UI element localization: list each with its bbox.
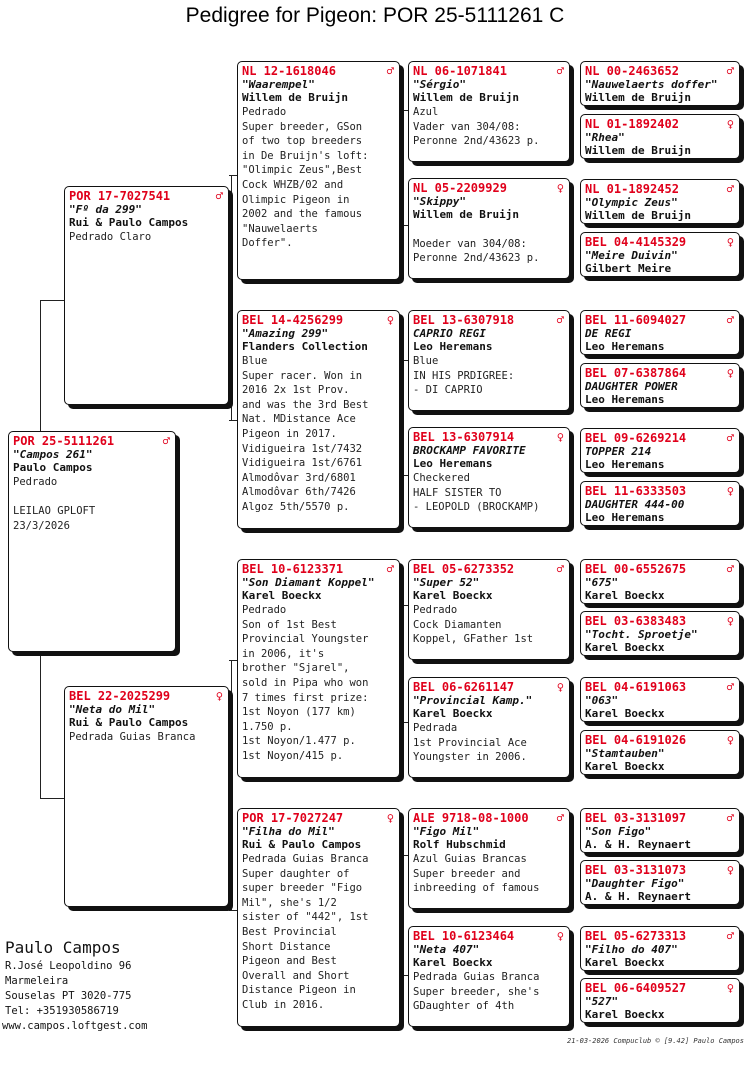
breeder-name: Karel Boeckx: [585, 589, 665, 602]
breeder-name: Karel Boeckx: [413, 707, 493, 720]
pigeon-name: "Stamtauben": [585, 747, 665, 760]
breeder-name: Willem de Bruijn: [413, 208, 519, 221]
pigeon-color: Azul Guias Brancas: [413, 853, 527, 865]
ring-number: BEL 03-3131097: [585, 811, 687, 825]
pigeon-notes: HALF SISTER TO - LEOPOLD (BROCKAMP): [413, 486, 540, 514]
pigeon-card-sire-dam[interactable]: [237, 310, 400, 529]
ring-number: BEL 13-6307918: [413, 313, 515, 327]
pigeon-color: [413, 222, 565, 237]
pigeon-name: "Filho do 407": [585, 943, 678, 956]
male-symbol-icon: ♂: [386, 562, 394, 576]
female-symbol-icon: ♀: [726, 614, 734, 628]
ring-number: NL 00-2463652: [585, 64, 679, 78]
pigeon-name: "Skippy": [413, 195, 466, 208]
connector-line: [40, 300, 66, 301]
pigeon-card-g9[interactable]: [580, 559, 740, 604]
connector-line: [400, 975, 408, 976]
pigeon-card-g8[interactable]: [580, 481, 740, 526]
connector-line: [403, 855, 404, 975]
breeder-name: Flanders Collection: [242, 340, 368, 353]
pigeon-card-sds[interactable]: [408, 310, 570, 411]
ring-number: BEL 11-6333503: [585, 484, 687, 498]
ring-number: BEL 22-2025299: [69, 689, 171, 703]
breeder-name: Leo Heremans: [585, 511, 665, 524]
connector-line: [400, 475, 408, 476]
pigeon-name: "Neta 407": [413, 943, 480, 956]
connector-line: [229, 175, 237, 176]
pigeon-card-g12[interactable]: [580, 730, 740, 775]
pigeon-card-g5[interactable]: [580, 310, 740, 355]
pigeon-notes: Super breeder and inbreeding of famous: [413, 867, 540, 895]
pigeon-color: Pedrada Guias Branca: [69, 731, 196, 743]
pigeon-name: "Fº da 299": [69, 203, 142, 216]
breeder-name: Leo Heremans: [585, 458, 665, 471]
breeder-name: Leo Heremans: [585, 393, 665, 406]
female-symbol-icon: ♀: [386, 811, 394, 825]
breeder-name: Karel Boeckx: [585, 760, 665, 773]
pigeon-card-g11[interactable]: [580, 677, 740, 722]
breeder-name: Leo Heremans: [413, 457, 493, 470]
pigeon-card-g6[interactable]: [580, 363, 740, 408]
connector-line: [400, 722, 408, 723]
pigeon-card-dsd[interactable]: [408, 677, 570, 778]
ring-number: POR 17-7027541: [69, 189, 171, 203]
pigeon-card-g3[interactable]: [580, 179, 740, 224]
ring-number: BEL 11-6094027: [585, 313, 687, 327]
pigeon-card-dds[interactable]: [408, 808, 570, 909]
pigeon-notes: Super breeder, GSon of two top breeders in De Bruijn's loft: "Olimpic Zeus",Best Cock WHZB/02 and Olimpic Pigeon in 2002 and the famous "Nauwelaerts Doffer".: [242, 120, 369, 250]
connector-line: [231, 660, 232, 910]
breeder-name: A. & H. Reynaert: [585, 838, 691, 851]
male-symbol-icon: ♂: [556, 811, 564, 825]
ring-number: BEL 04-6191026: [585, 733, 687, 747]
pigeon-name: CAPRIO REGI: [413, 327, 486, 340]
pigeon-name: DE REGI: [585, 327, 632, 340]
connector-line: [403, 110, 404, 225]
pigeon-name: "Filha do Mil": [242, 825, 335, 838]
pigeon-card-g2[interactable]: [580, 114, 740, 159]
female-symbol-icon: ♀: [726, 235, 734, 249]
pigeon-color: Blue: [242, 355, 268, 367]
female-symbol-icon: ♀: [215, 689, 223, 703]
pigeon-color: Pedrado: [242, 106, 287, 118]
owner-address-line-3: Souselas PT 3020-775: [5, 990, 132, 1002]
pigeon-color: Pedrado: [413, 604, 458, 616]
pigeon-notes: 1st Provincial Ace Youngster in 2006.: [413, 736, 527, 764]
breeder-name: Karel Boeckx: [585, 707, 665, 720]
breeder-name: Karel Boeckx: [585, 956, 665, 969]
breeder-name: Willem de Bruijn: [242, 91, 348, 104]
pigeon-card-dss[interactable]: [408, 559, 570, 660]
male-symbol-icon: ♂: [726, 313, 734, 327]
pigeon-notes: Super daughter of super breeder "Figo Mil", she's 1/2 sister of "442", 1st Best Provincial Short Distance Pigeon and Best Overall and Short Distance Pigeon in Club in 2016.: [242, 867, 369, 1011]
pigeon-card-g15[interactable]: [580, 926, 740, 971]
ring-number: BEL 10-6123464: [413, 929, 515, 943]
pigeon-notes: LEILAO GPLOFT 23/3/2026: [13, 505, 96, 532]
print-footer: 21-03-2026 Compuclub © [9.42] Paulo Campos: [566, 1037, 744, 1045]
pigeon-name: "Provincial Kamp.": [413, 694, 533, 707]
connector-line: [400, 855, 408, 856]
pigeon-name: "Son Figo": [585, 825, 652, 838]
pigeon-color: Pedrado: [242, 604, 287, 616]
owner-name: Paulo Campos: [5, 938, 121, 957]
breeder-name: Paulo Campos: [13, 461, 93, 474]
connector-line: [229, 660, 237, 661]
connector-line: [400, 110, 408, 111]
pigeon-card-g13[interactable]: [580, 808, 740, 853]
female-symbol-icon: ♀: [726, 484, 734, 498]
female-symbol-icon: ♀: [726, 366, 734, 380]
pigeon-name: "Amazing 299": [242, 327, 329, 340]
breeder-name: Leo Heremans: [585, 340, 665, 353]
pigeon-color: Pedrado: [13, 476, 58, 488]
ring-number: NL 01-1892452: [585, 182, 679, 196]
pigeon-name: "Waarempel": [242, 78, 315, 91]
pigeon-notes: IN HIS PRDIGREE: - DI CAPRIO: [413, 369, 515, 397]
pigeon-card-g7[interactable]: [580, 428, 740, 473]
pigeon-notes: Son of 1st Best Provincial Youngster in 2006, it's brother "Sjarel", sold in Pipa who won 7 times first prize: 1st Noyon (177 km) 1.750 p. 1st Noyon/1.477 p. 1st Noyon/415 p.: [242, 618, 369, 762]
ring-number: NL 05-2209929: [413, 181, 507, 195]
male-symbol-icon: ♂: [215, 189, 223, 203]
pigeon-card-dam[interactable]: [64, 686, 229, 907]
female-symbol-icon: ♀: [726, 863, 734, 877]
pigeon-name: "Daughter Figo": [585, 877, 685, 890]
pigeon-card-g4[interactable]: [580, 232, 740, 277]
breeder-name: Rolf Hubschmid: [413, 838, 506, 851]
ring-number: BEL 05-6273313: [585, 929, 687, 943]
pigeon-name: DAUGHTER POWER: [585, 380, 678, 393]
breeder-name: Rui & Paulo Campos: [69, 216, 189, 229]
ring-number: POR 25-5111261: [13, 434, 115, 448]
connector-line: [403, 360, 404, 475]
pigeon-card-g10[interactable]: [580, 611, 740, 656]
pigeon-card-sdd[interactable]: [408, 427, 570, 528]
ring-number: BEL 05-6273352: [413, 562, 515, 576]
male-symbol-icon: ♂: [556, 562, 564, 576]
connector-line: [229, 420, 237, 421]
ring-number: BEL 13-6307914: [413, 430, 515, 444]
ring-number: BEL 06-6409527: [585, 981, 687, 995]
owner-address-line-2: Marmeleira: [5, 975, 69, 987]
breeder-name: A. & H. Reynaert: [585, 890, 691, 903]
breeder-name: Willem de Bruijn: [585, 91, 691, 104]
pigeon-notes: Super racer. Won in 2016 2x 1st Prov. and was the 3rd Best Nat. MDistance Ace Pigeon in 2017. Vidigueira 1st/7432 Vidigueira 1st/6761 Almodôvar 3rd/6801 Almodôvar 6th/7426 Algoz 5th/5570 p.: [242, 369, 369, 513]
pigeon-card-sire[interactable]: [64, 186, 229, 405]
pigeon-name: "Super 52": [413, 576, 480, 589]
breeder-name: Karel Boeckx: [413, 589, 493, 602]
pigeon-color: Blue: [413, 355, 439, 367]
pigeon-card-ddd[interactable]: [408, 926, 570, 1027]
ring-number: BEL 04-6191063: [585, 680, 687, 694]
breeder-name: Willem de Bruijn: [413, 91, 519, 104]
pigeon-name: "Tocht. Sproetje": [585, 628, 698, 641]
pigeon-name: "Meire Duivin": [585, 249, 678, 262]
male-symbol-icon: ♂: [726, 680, 734, 694]
pigeon-name: "Figo Mil": [413, 825, 480, 838]
female-symbol-icon: ♀: [556, 181, 564, 195]
connector-line: [40, 652, 41, 798]
male-symbol-icon: ♂: [386, 64, 394, 78]
connector-line: [400, 360, 408, 361]
ring-number: ALE 9718-08-1000: [413, 811, 529, 825]
connector-line: [40, 300, 41, 431]
male-symbol-icon: ♂: [726, 562, 734, 576]
ring-number: BEL 03-3131073: [585, 863, 687, 877]
male-symbol-icon: ♂: [556, 313, 564, 327]
breeder-name: Willem de Bruijn: [585, 209, 691, 222]
female-symbol-icon: ♀: [386, 313, 394, 327]
pigeon-name: "063": [585, 694, 619, 707]
pigeon-name: BROCKAMP FAVORITE: [413, 444, 526, 457]
connector-line: [400, 225, 408, 226]
pigeon-notes: Moeder van 304/08: Peronne 2nd/43623 p.: [413, 237, 540, 265]
pigeon-card-g1[interactable]: [580, 61, 740, 106]
ring-number: BEL 06-6261147: [413, 680, 515, 694]
pigeon-card-sire-sire[interactable]: [237, 61, 400, 280]
pigeon-notes: Vader van 304/08: Peronne 2nd/43623 p.: [413, 120, 540, 148]
pigeon-name: "527": [585, 995, 619, 1008]
pigeon-notes: Cock Diamanten Koppel, GFather 1st: [413, 618, 534, 646]
pigeon-name: "Neta do Mil": [69, 703, 156, 716]
connector-line: [229, 910, 237, 911]
pigeon-color: Pedrada: [413, 722, 458, 734]
ring-number: BEL 04-4145329: [585, 235, 687, 249]
ring-number: BEL 14-4256299: [242, 313, 344, 327]
male-symbol-icon: ♂: [726, 929, 734, 943]
female-symbol-icon: ♀: [556, 680, 564, 694]
female-symbol-icon: ♀: [726, 117, 734, 131]
male-symbol-icon: ♂: [726, 182, 734, 196]
pigeon-name: DAUGHTER 444-00: [585, 498, 685, 511]
breeder-name: Karel Boeckx: [242, 589, 322, 602]
ring-number: NL 12-1618046: [242, 64, 336, 78]
owner-phone: Tel: +351930586719: [5, 1005, 119, 1017]
pigeon-name: "Sérgio": [413, 78, 466, 91]
ring-number: BEL 09-6269214: [585, 431, 687, 445]
pigeon-name: "Nauwelaerts doffer": [585, 78, 718, 91]
pigeon-card-dam-dam[interactable]: [237, 808, 400, 1027]
connector-line: [403, 605, 404, 722]
breeder-name: Karel Boeckx: [585, 1008, 665, 1021]
connector-line: [40, 798, 66, 799]
ring-number: BEL 03-6383483: [585, 614, 687, 628]
owner-website[interactable]: www.campos.loftgest.com: [2, 1020, 148, 1032]
breeder-name: Gilbert Meire: [585, 262, 672, 275]
pigeon-color: Azul: [413, 106, 439, 118]
pigeon-color: Checkered: [413, 472, 470, 484]
pigeon-name: "Olympic Zeus": [585, 196, 678, 209]
pigeon-name: "Son Diamant Koppel": [242, 576, 375, 589]
pigeon-card-dam-sire[interactable]: [237, 559, 400, 778]
pigeon-color: Pedrada Guias Branca: [413, 971, 540, 983]
pigeon-color: Pedrada Guias Branca: [242, 853, 369, 865]
breeder-name: Karel Boeckx: [413, 956, 493, 969]
female-symbol-icon: ♀: [556, 929, 564, 943]
connector-line: [231, 175, 232, 420]
female-symbol-icon: ♀: [726, 733, 734, 747]
breeder-name: Karel Boeckx: [585, 641, 665, 654]
pigeon-card-g14[interactable]: [580, 860, 740, 905]
pigeon-card-sss[interactable]: [408, 61, 570, 162]
pigeon-card-g16[interactable]: [580, 978, 740, 1023]
pigeon-notes: Super breeder, she's GDaughter of 4th: [413, 985, 540, 1013]
breeder-name: Rui & Paulo Campos: [242, 838, 362, 851]
pigeon-color: Pedrado Claro: [69, 231, 152, 243]
breeder-name: Willem de Bruijn: [585, 144, 691, 157]
male-symbol-icon: ♂: [162, 434, 170, 448]
pigeon-card-subject[interactable]: [8, 431, 176, 652]
pigeon-name: "Rhea": [585, 131, 625, 144]
ring-number: BEL 00-6552675: [585, 562, 687, 576]
male-symbol-icon: ♂: [726, 431, 734, 445]
page-title: Pedigree for Pigeon: POR 25-5111261 C: [185, 4, 565, 27]
male-symbol-icon: ♂: [556, 64, 564, 78]
breeder-name: Rui & Paulo Campos: [69, 716, 189, 729]
connector-line: [400, 605, 408, 606]
ring-number: BEL 10-6123371: [242, 562, 344, 576]
ring-number: NL 01-1892402: [585, 117, 679, 131]
pigeon-name: TOPPER 214: [585, 445, 652, 458]
owner-address-line-1: R.José Leopoldino 96: [5, 960, 132, 972]
male-symbol-icon: ♂: [726, 64, 734, 78]
ring-number: POR 17-7027247: [242, 811, 344, 825]
breeder-name: Leo Heremans: [413, 340, 493, 353]
female-symbol-icon: ♀: [726, 981, 734, 995]
female-symbol-icon: ♀: [556, 430, 564, 444]
ring-number: BEL 07-6387864: [585, 366, 687, 380]
ring-number: NL 06-1071841: [413, 64, 507, 78]
pigeon-name: "Campos 261": [13, 448, 93, 461]
pigeon-card-ssd[interactable]: [408, 178, 570, 279]
pigeon-name: "675": [585, 576, 619, 589]
male-symbol-icon: ♂: [726, 811, 734, 825]
